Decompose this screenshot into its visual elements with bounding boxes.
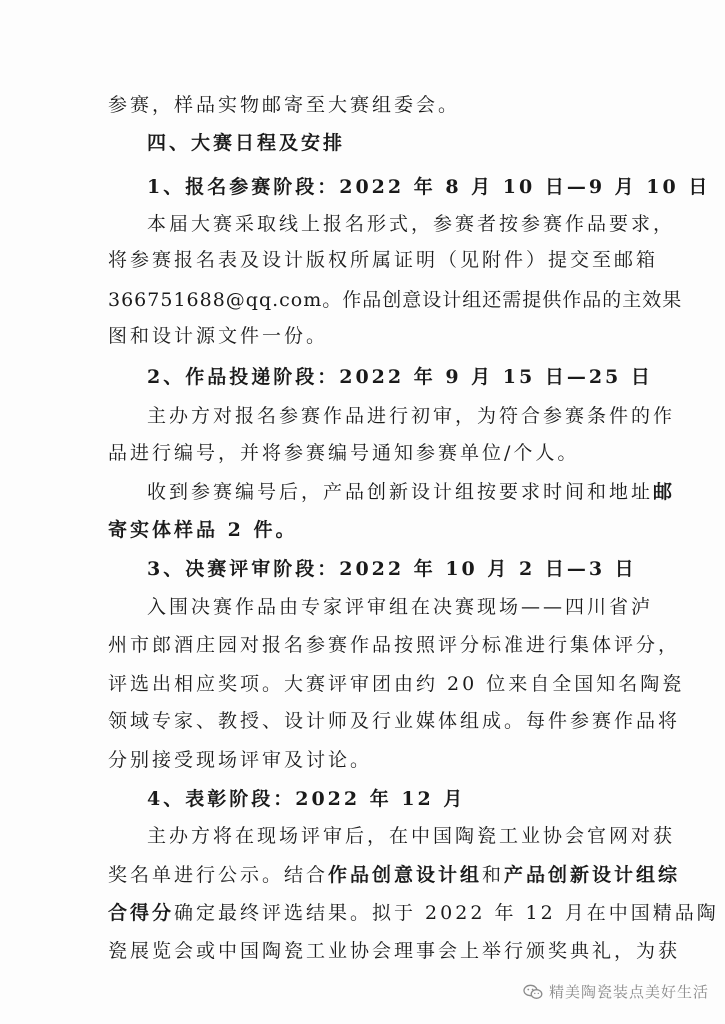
bold-segment: 合得分 bbox=[108, 902, 175, 924]
text-line: 入围决赛作品由专家评审组在决赛现场——四川省泸 bbox=[147, 596, 654, 618]
stage-heading: 2、作品投递阶段：2022 年 9 月 15 日—25 日 bbox=[147, 366, 653, 388]
text-line bbox=[108, 900, 725, 926]
bold-segment: 邮 bbox=[653, 481, 676, 503]
text-line: 主办方将在现场评审后，在中国陶瓷工业协会官网对获 bbox=[147, 825, 676, 847]
text-line: 瓷展览会或中国陶瓷工业协会理事会上举行颁奖典礼，为获 bbox=[108, 940, 681, 962]
text-line: 本届大赛采取线上报名形式，参赛者按参赛作品要求， bbox=[147, 213, 676, 235]
watermark bbox=[523, 981, 709, 1002]
text-segment: 和 bbox=[482, 864, 505, 886]
text-line: 366751688@qq.com。作品创意设计组还需提供作品的主效果 bbox=[108, 289, 683, 311]
text-line: 品进行编号，并将参赛编号通知参赛单位/个人。 bbox=[108, 442, 580, 464]
text-line: 图和设计源文件一份。 bbox=[108, 325, 329, 347]
text-line: 评选出相应奖项。大赛评审团由约 20 位来自全国知名陶瓷 bbox=[108, 673, 685, 695]
text-line: 分别接受现场评审及讨论。 bbox=[108, 749, 373, 771]
wechat-icon bbox=[523, 984, 543, 1000]
section-heading: 四、大赛日程及安排 bbox=[147, 132, 346, 154]
watermark-text: 精美陶瓷装点美好生活 bbox=[548, 983, 709, 1001]
text-line: 州市郎酒庄园对报名参赛作品按照评分标准进行集体评分， bbox=[108, 634, 681, 656]
stage-heading: 3、决赛评审阶段：2022 年 10 月 2 日—3 日 bbox=[147, 558, 637, 580]
text-line: 主办方对报名参赛作品进行初审，为符合参赛条件的作 bbox=[147, 405, 676, 427]
bold-segment: 作品创意设计组 bbox=[328, 864, 483, 886]
text-line bbox=[108, 862, 725, 888]
text-segment: 确定最终评选结果。拟于 2022 年 12 月在中国精品陶 bbox=[174, 902, 719, 924]
text-line: 参赛，样品实物邮寄至大赛组委会。 bbox=[108, 94, 461, 116]
stage-heading: 1、报名参赛阶段：2022 年 8 月 10 日—9 月 10 日 bbox=[147, 176, 711, 198]
text-line bbox=[147, 479, 725, 505]
stage-heading: 4、表彰阶段：2022 年 12 月 bbox=[147, 788, 466, 810]
text-segment: 收到参赛编号后，产品创新设计组按要求时间和地址 bbox=[147, 481, 654, 503]
text-line: 领域专家、教授、设计师及行业媒体组成。每件参赛作品将 bbox=[108, 710, 681, 732]
text-line: 将参赛报名表及设计版权所属证明（见附件）提交至邮箱 bbox=[108, 249, 659, 271]
text-segment: 奖名单进行公示。结合 bbox=[108, 864, 329, 886]
bold-segment: 产品创新设计组综 bbox=[504, 864, 681, 886]
text-line: 寄实体样品 2 件。 bbox=[108, 519, 298, 541]
